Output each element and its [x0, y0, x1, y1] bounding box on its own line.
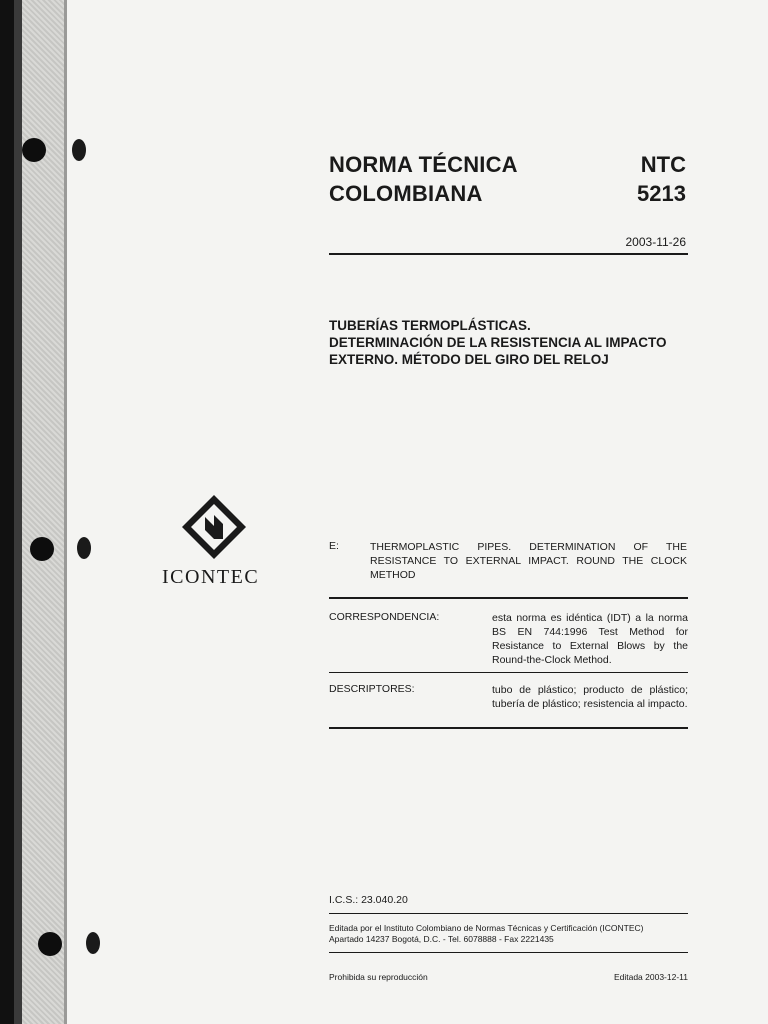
norma-tecnica-title	[329, 150, 518, 208]
ntc-line-2: 5213	[637, 181, 686, 206]
binding-strip-edge	[64, 0, 67, 1024]
editor-info	[329, 923, 689, 945]
icontec-logo-icon	[182, 495, 246, 559]
punch-hole-shadow	[77, 537, 91, 559]
title-line-3: EXTERNO. MÉTODO DEL GIRO DEL RELOJ	[329, 352, 609, 367]
title-line-1: TUBERÍAS TERMOPLÁSTICAS.	[329, 318, 531, 333]
header-divider	[329, 253, 688, 255]
norma-line-2: COLOMBIANA	[329, 181, 483, 206]
ics-code: I.C.S.: 23.040.20	[329, 894, 408, 906]
correspondencia-label: CORRESPONDENCIA:	[329, 611, 440, 623]
editor-divider	[329, 952, 688, 953]
english-title: THERMOPLASTIC PIPES. DETERMINATION OF THE RESISTANCE TO EXTERNAL IMPACT. ROUND THE CLOCK METHOD	[370, 541, 687, 581]
ntc-line-1: NTC	[640, 152, 686, 177]
norma-line-1: NORMA TÉCNICA	[329, 152, 518, 177]
reproduction-notice: Prohibida su reproducción	[329, 972, 428, 982]
editor-line-1: Editada por el Instituto Colombiano de Normas Técnicas y Certificación (ICONTEC)	[329, 923, 644, 933]
scan-edge-black	[0, 0, 14, 1024]
descriptores-text: tubo de plástico; producto de plástico; tubería de plástico; resistencia al impacto.	[492, 684, 688, 710]
punch-hole-shadow	[72, 139, 86, 161]
punch-hole	[22, 138, 46, 162]
edition-date: Editada 2003-12-11	[613, 972, 688, 982]
ntc-number	[637, 150, 686, 208]
english-divider	[329, 597, 688, 599]
editor-line-2: Apartado 14237 Bogotá, D.C. - Tel. 6078888 - Fax 2221435	[329, 934, 554, 944]
descriptores-label: DESCRIPTORES:	[329, 683, 415, 695]
correspondencia-text: esta norma es idéntica (IDT) a la norma BS EN 744:1996 Test Method for Resistance to External Blows by the Round-the-Clock Method.	[492, 612, 688, 666]
scan-edge-dark	[14, 0, 22, 1024]
icontec-logo-text: ICONTEC	[162, 566, 260, 588]
correspondencia-divider	[329, 672, 688, 673]
descriptores-divider	[329, 727, 688, 729]
ics-divider	[329, 913, 688, 914]
document-title	[329, 317, 694, 368]
punch-hole	[30, 537, 54, 561]
punch-hole-shadow	[86, 932, 100, 954]
english-label: E:	[329, 540, 339, 552]
ratification-date: 2003-11-26	[625, 235, 686, 249]
punch-hole	[38, 932, 62, 956]
title-line-2: DETERMINACIÓN DE LA RESISTENCIA AL IMPACTO	[329, 335, 667, 350]
